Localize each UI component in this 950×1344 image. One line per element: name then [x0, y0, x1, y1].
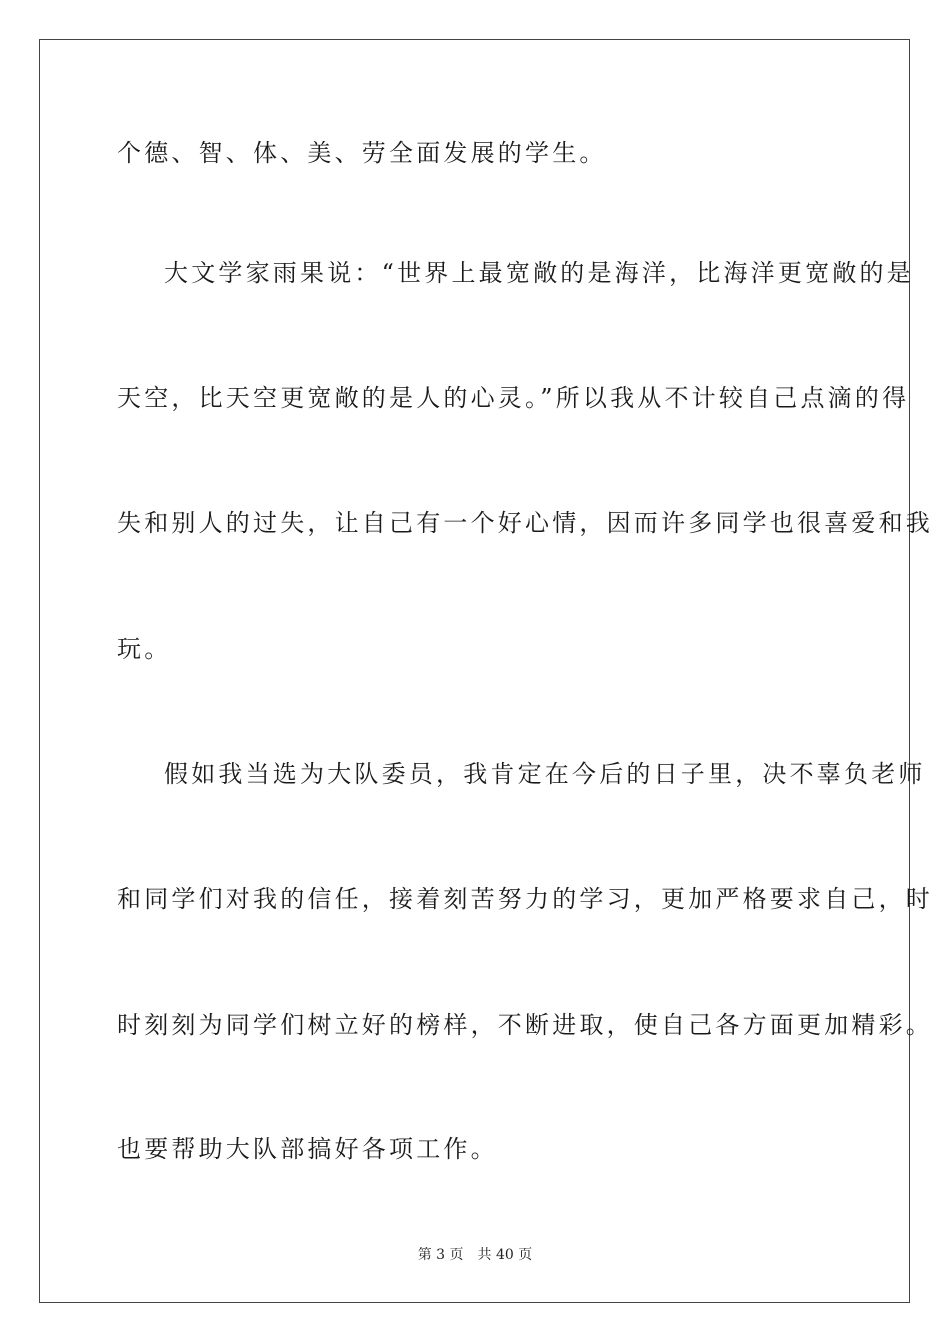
paragraph-line-2: 大文学家雨果说：“世界上最宽敞的是海洋，比海洋更宽敞的是 [164, 259, 914, 287]
page-frame [39, 39, 910, 1303]
page-number: 第 3 页 [417, 1247, 464, 1263]
paragraph-line-1: 个德、智、体、美、劳全面发展的学生。 [117, 139, 607, 167]
paragraph-line-6: 假如我当选为大队委员，我肯定在今后的日子里，决不辜负老师 [164, 760, 926, 788]
paragraph-line-5: 玩。 [117, 635, 172, 663]
paragraph-line-8: 时刻刻为同学们树立好的榜样，不断进取，使自己各方面更加精彩。 [117, 1011, 933, 1039]
paragraph-line-3: 天空，比天空更宽敞的是人的心灵。”所以我从不计较自己点滴的得 [117, 384, 910, 412]
paragraph-line-7: 和同学们对我的信任，接着刻苦努力的学习，更加严格要求自己，时 [117, 885, 933, 913]
paragraph-line-4: 失和别人的过失，让自己有一个好心情，因而许多同学也很喜爱和我 [117, 509, 933, 537]
total-pages: 共 40 页 [477, 1247, 533, 1263]
page-footer [0, 1246, 950, 1264]
paragraph-line-9: 也要帮助大队部搞好各项工作。 [117, 1135, 498, 1163]
